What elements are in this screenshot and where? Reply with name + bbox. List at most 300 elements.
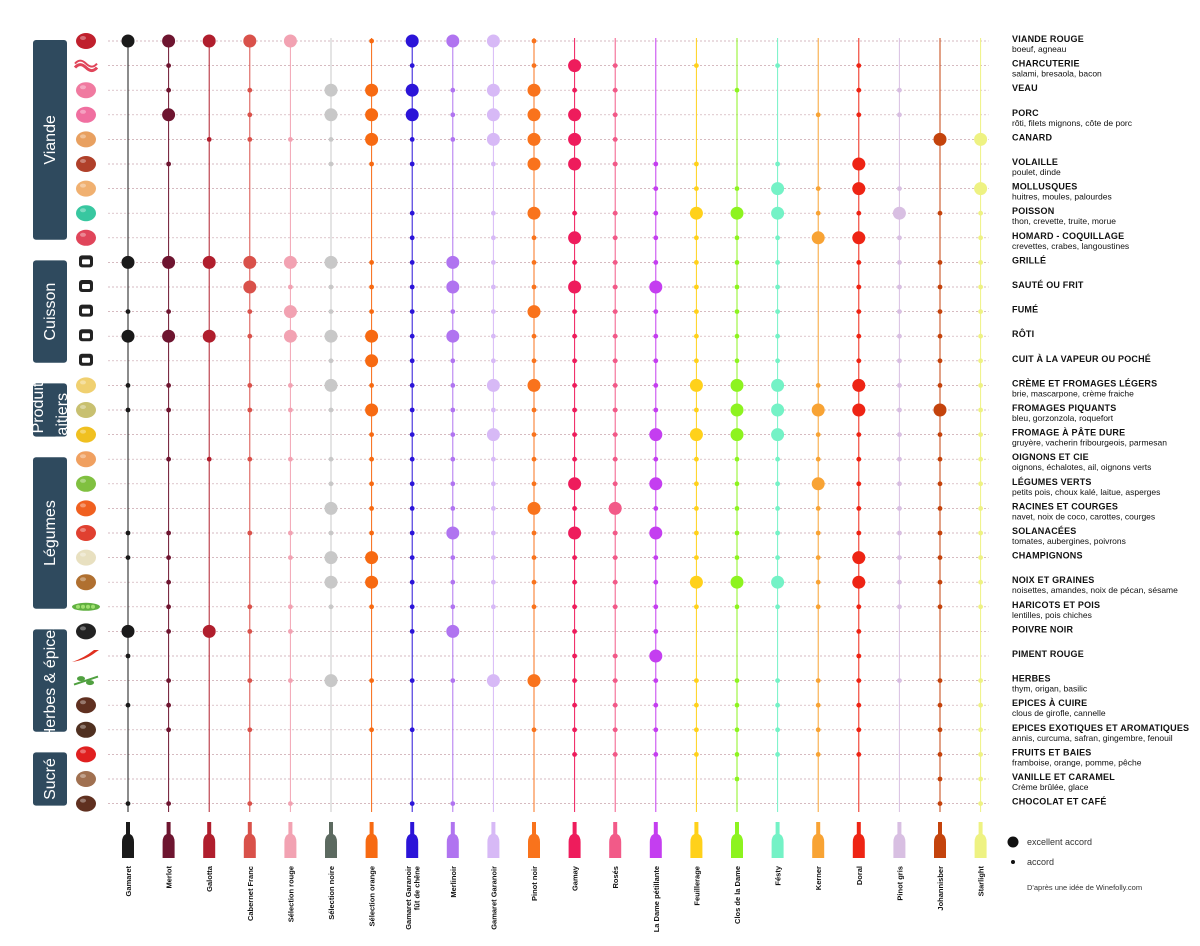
accord-dot	[938, 703, 943, 708]
accord-dot	[856, 112, 861, 117]
pepper-mill-icon	[76, 623, 96, 639]
accord-dot	[856, 457, 861, 462]
accord-dot	[288, 801, 293, 806]
food-name-fromage-a-pate-dure: FROMAGE À PÂTE DURE	[1012, 427, 1126, 438]
accord-dot	[410, 555, 415, 560]
accord-dot	[775, 604, 780, 609]
excellent-accord-dot	[487, 108, 500, 121]
wine-name-pinot-gris: Pinot gris	[895, 866, 905, 901]
excellent-accord-dot	[325, 330, 338, 343]
accord-dot	[694, 63, 699, 68]
accord-dot	[410, 285, 415, 290]
wine-bottle-kerner	[812, 822, 824, 858]
accord-dot	[613, 334, 618, 339]
clove-icon	[76, 697, 96, 713]
accord-dot	[410, 63, 415, 68]
accord-dot	[978, 506, 983, 511]
accord-dot	[126, 383, 131, 388]
accord-dot	[491, 604, 496, 609]
accord-dot	[572, 408, 577, 413]
credit-text: D'après une idée de Winefolly.com	[1027, 883, 1143, 892]
excellent-accord-dot	[487, 133, 500, 146]
crab-icon	[76, 230, 96, 246]
accord-dot	[369, 481, 374, 486]
accord-dot	[978, 383, 983, 388]
excellent-accord-dot	[528, 133, 541, 146]
accord-dot	[938, 604, 943, 609]
accord-dot	[775, 334, 780, 339]
accord-dot	[978, 285, 983, 290]
soft-cheese-icon	[76, 377, 96, 393]
wine-bottle-roses	[609, 822, 621, 858]
food-name-homard-coquillage: HOMARD - COQUILLAGE	[1012, 230, 1125, 241]
accord-dot	[369, 531, 374, 536]
accord-dot	[938, 309, 943, 314]
excellent-accord-dot	[731, 207, 744, 220]
accord-dot	[532, 727, 537, 732]
accord-dot	[856, 481, 861, 486]
excellent-accord-dot	[284, 305, 297, 318]
accord-dot	[288, 285, 293, 290]
excellent-accord-dot	[649, 527, 662, 540]
food-examples: oignons, échalotes, ail, oignons verts	[1012, 462, 1152, 473]
food-name-chocolat-et-cafe: CHOCOLAT ET CAFÉ	[1012, 796, 1107, 807]
food-name-vanille-et-caramel: VANILLE ET CARAMEL	[1012, 772, 1115, 782]
accord-dot	[694, 604, 699, 609]
accord-dot	[856, 211, 861, 216]
accord-dot	[856, 334, 861, 339]
food-name-haricots-et-pois: HARICOTS ET POIS	[1012, 599, 1101, 610]
accord-dot	[613, 309, 618, 314]
accord-dot	[450, 678, 455, 683]
food-name-fruits-et-baies: FRUITS ET BAIES	[1012, 747, 1092, 758]
accord-dot	[694, 531, 699, 536]
food-examples: noisettes, amandes, noix de pécan, sésame	[1012, 585, 1178, 596]
category-label: Herbes & épices	[42, 621, 59, 740]
accord-dot	[613, 358, 618, 363]
accord-dot	[735, 678, 740, 683]
excellent-accord-dot	[690, 576, 703, 589]
wine-name-gamaret-garanoir-fut-de-chene: fût de chêne	[412, 866, 422, 911]
food-labels	[1012, 34, 1189, 807]
food-examples: thym, origan, basilic	[1012, 683, 1088, 694]
cabbage-icon	[76, 476, 96, 492]
wine-name-gamaret-garanoir: Gamaret Garanoir	[489, 866, 499, 930]
wine-bottle-clos-de-la-dame	[731, 822, 743, 858]
excellent-accord-dot	[852, 182, 865, 195]
accord-dot	[613, 752, 618, 757]
accord-dot	[856, 678, 861, 683]
excellent-accord-dot	[568, 527, 581, 540]
excellent-accord-dot	[568, 231, 581, 244]
accord-dot	[613, 481, 618, 486]
accord-dot	[897, 678, 902, 683]
accord-dot	[978, 580, 983, 585]
accord-dot	[450, 555, 455, 560]
accord-dot	[450, 112, 455, 117]
food-examples: annis, curcuma, safran, gingembre, fenouil	[1012, 732, 1173, 743]
accord-dot	[775, 678, 780, 683]
accord-dot	[897, 235, 902, 240]
accord-dot	[816, 531, 821, 536]
accord-dot	[532, 260, 537, 265]
accord-dot	[735, 309, 740, 314]
excellent-accord-dot	[325, 576, 338, 589]
wine-bottle-la-dame-petillante	[650, 822, 662, 858]
excellent-accord-dot	[243, 35, 256, 48]
pot-icon	[79, 354, 93, 366]
accord-dot	[532, 457, 537, 462]
accord-dot	[735, 334, 740, 339]
food-name-creme-et-fromages-legers: CRÈME ET FROMAGES LÉGERS	[1012, 378, 1158, 389]
accord-dot	[978, 678, 983, 683]
accord-dot	[491, 162, 496, 167]
accord-dot	[653, 235, 658, 240]
excellent-accord-dot	[162, 256, 175, 269]
accord-dot	[613, 211, 618, 216]
accord-dot	[816, 604, 821, 609]
excellent-accord-dot	[649, 428, 662, 441]
excellent-accord-dot	[284, 330, 297, 343]
accord-dot	[532, 63, 537, 68]
accord-dot	[897, 481, 902, 486]
wine-name-cabernet-franc: Cabernet Franc	[245, 866, 255, 922]
excellent-accord-dot	[365, 108, 378, 121]
accord-dot	[491, 358, 496, 363]
accord-dot	[653, 334, 658, 339]
accord-dot	[410, 727, 415, 732]
fish-icon	[76, 205, 96, 221]
food-name-canard: CANARD	[1012, 132, 1053, 143]
accord-dot	[938, 432, 943, 437]
accord-dot	[247, 457, 252, 462]
accord-dot	[735, 285, 740, 290]
excellent-accord-dot	[243, 281, 256, 294]
accord-dot	[410, 211, 415, 216]
accord-dot	[613, 137, 618, 142]
excellent-accord-dot	[243, 256, 256, 269]
category-viande	[33, 40, 67, 240]
chili-icon	[72, 650, 99, 662]
accord-dot	[938, 457, 943, 462]
accord-dot	[247, 309, 252, 314]
wine-bottle-starlight	[975, 822, 987, 858]
accord-dot	[775, 457, 780, 462]
category-label: Cuisson	[42, 282, 59, 341]
accord-dot	[126, 555, 131, 560]
accord-dot	[938, 334, 943, 339]
accord-dot	[735, 481, 740, 486]
herb-icon	[74, 676, 98, 685]
accord-dot	[694, 260, 699, 265]
accord-dot	[613, 678, 618, 683]
accord-dot	[613, 457, 618, 462]
accord-dot	[613, 408, 618, 413]
accord-dot	[613, 703, 618, 708]
excellent-accord-dot	[122, 330, 135, 343]
food-name-poisson: POISSON	[1012, 206, 1055, 217]
accord-dot	[126, 309, 131, 314]
accord-dot	[978, 801, 983, 806]
accord-dot	[735, 531, 740, 536]
accord-dot	[856, 703, 861, 708]
excellent-accord-dot	[446, 625, 459, 638]
excellent-accord-dot	[568, 108, 581, 121]
accord-dot	[938, 777, 943, 782]
accord-dot	[897, 260, 902, 265]
accord-dot	[735, 727, 740, 732]
accord-dot	[247, 88, 252, 93]
accord-dot	[450, 358, 455, 363]
accord-dot	[572, 727, 577, 732]
accord-dot	[410, 383, 415, 388]
accord-dot	[694, 358, 699, 363]
accord-dot	[572, 211, 577, 216]
accord-dot	[816, 506, 821, 511]
accord-dot	[572, 678, 577, 683]
accord-dot	[613, 580, 618, 585]
accord-dot	[816, 186, 821, 191]
accord-dot	[653, 383, 658, 388]
excellent-accord-dot	[365, 404, 378, 417]
accord-dot	[735, 777, 740, 782]
accord-dot	[572, 604, 577, 609]
food-name-epices-a-cuire: EPICES À CUIRE	[1012, 698, 1088, 709]
accord-dot	[572, 654, 577, 659]
accord-dot	[532, 358, 537, 363]
legend	[1008, 837, 1143, 893]
wine-bottle-gamaret	[122, 822, 134, 858]
accord-dot	[572, 334, 577, 339]
accord-dot	[369, 727, 374, 732]
wine-bottle-selection-rouge	[284, 822, 296, 858]
shell-icon	[76, 181, 96, 197]
accord-dot	[856, 752, 861, 757]
accord-dot	[166, 63, 171, 68]
food-name-mollusques: MOLLUSQUES	[1012, 181, 1078, 192]
excellent-accord-dot	[203, 625, 216, 638]
food-name-fromages-piquants: FROMAGES PIQUANTS	[1012, 403, 1117, 413]
accord-dot	[491, 334, 496, 339]
accord-dot	[572, 457, 577, 462]
onion-icon	[76, 451, 96, 467]
accord-dot	[329, 137, 334, 142]
accord-dot	[653, 309, 658, 314]
accord-dot	[410, 678, 415, 683]
accord-dot	[126, 654, 131, 659]
pig-icon	[76, 107, 96, 123]
wine-name-feuillerage: Feuillerage	[692, 866, 702, 906]
accord-dot	[735, 358, 740, 363]
accord-dot	[613, 88, 618, 93]
accord-dot	[288, 457, 293, 462]
accord-dot	[775, 506, 780, 511]
food-name-grille: GRILLÉ	[1012, 255, 1047, 266]
excellent-accord-dot	[649, 477, 662, 490]
accord-dot	[653, 629, 658, 634]
accord-dot	[450, 481, 455, 486]
chocolate-icon	[76, 796, 96, 812]
excellent-accord-dot	[203, 330, 216, 343]
accord-dot	[775, 309, 780, 314]
accord-dot	[613, 63, 618, 68]
accord-dot	[856, 309, 861, 314]
wine-bottle-cabernet-franc	[244, 822, 256, 858]
accord-dot	[856, 506, 861, 511]
accord-dot	[775, 752, 780, 757]
excellent-accord-dot	[852, 404, 865, 417]
legend-accord-dot	[1011, 860, 1015, 864]
accord-dot	[897, 186, 902, 191]
accord-dot	[897, 580, 902, 585]
wine-name-doral: Doral	[854, 866, 864, 886]
excellent-accord-dot	[568, 158, 581, 171]
accord-dot	[126, 531, 131, 536]
accord-dot	[735, 752, 740, 757]
accord-dot	[775, 531, 780, 536]
accord-dot	[613, 235, 618, 240]
excellent-accord-dot	[446, 35, 459, 48]
accord-dot	[410, 531, 415, 536]
accord-dot	[735, 703, 740, 708]
accord-dot	[897, 408, 902, 413]
food-name-racines-et-courges: RACINES ET COURGES	[1012, 501, 1119, 512]
category-label: Légumes	[42, 500, 59, 566]
accord-dot	[450, 88, 455, 93]
excellent-accord-dot	[325, 256, 338, 269]
wine-bottle-pinot-noir	[528, 822, 540, 858]
excellent-accord-dot	[690, 428, 703, 441]
wine-name-starlight: Starlight	[976, 866, 986, 897]
excellent-accord-dot	[731, 404, 744, 417]
tomato-icon	[76, 525, 96, 541]
excellent-accord-dot	[568, 133, 581, 146]
excellent-accord-dot	[528, 158, 541, 171]
accord-dot	[856, 358, 861, 363]
excellent-accord-dot	[528, 674, 541, 687]
accord-dot	[735, 186, 740, 191]
food-name-charcuterie: CHARCUTERIE	[1012, 58, 1080, 69]
food-name-champignons: CHAMPIGNONS	[1012, 550, 1083, 561]
food-name-oignons-et-cie: OIGNONS ET CIE	[1012, 452, 1089, 463]
accord-dot	[572, 260, 577, 265]
excellent-accord-dot	[203, 35, 216, 48]
accord-dot	[329, 604, 334, 609]
excellent-accord-dot	[771, 404, 784, 417]
accord-dot	[653, 580, 658, 585]
accord-dot	[410, 506, 415, 511]
accord-dot	[694, 506, 699, 511]
accord-dot	[166, 88, 171, 93]
wine-bottle-selection-noire	[325, 822, 337, 858]
accord-dot	[450, 383, 455, 388]
food-examples: petits pois, choux kalé, laitue, asperges	[1012, 486, 1161, 497]
accord-dot	[247, 531, 252, 536]
excellent-accord-dot	[812, 231, 825, 244]
excellent-accord-dot	[162, 35, 175, 48]
food-examples: poulet, dinde	[1012, 167, 1061, 177]
wine-name-gamaret-garanoir-fut-de-chene: Gamaret Garanoir	[403, 866, 413, 930]
accord-dot	[532, 39, 537, 44]
accord-dot	[288, 555, 293, 560]
chicken-icon	[76, 156, 96, 172]
excellent-accord-dot	[731, 428, 744, 441]
accord-dot	[126, 703, 131, 708]
accord-dot	[491, 580, 496, 585]
excellent-accord-dot	[325, 502, 338, 515]
wine-bottle-gamaret-garanoir-fut-de-chene	[406, 822, 418, 858]
accord-dot	[166, 383, 171, 388]
accord-dot	[410, 629, 415, 634]
accord-dot	[369, 260, 374, 265]
accord-dot	[288, 383, 293, 388]
food-icons	[72, 33, 100, 812]
accord-dot	[694, 481, 699, 486]
accord-dot	[532, 604, 537, 609]
accord-dot	[816, 112, 821, 117]
accord-dot	[897, 309, 902, 314]
accord-dot	[735, 555, 740, 560]
accord-dot	[491, 555, 496, 560]
accord-dot	[856, 63, 861, 68]
accord-dot	[775, 260, 780, 265]
excellent-accord-dot	[812, 404, 825, 417]
accord-dot	[247, 678, 252, 683]
excellent-accord-dot	[690, 207, 703, 220]
accord-dot	[613, 604, 618, 609]
accord-dot	[532, 580, 537, 585]
accord-dot	[329, 358, 334, 363]
excellent-accord-dot	[690, 379, 703, 392]
accord-dot	[775, 481, 780, 486]
accord-dot	[897, 334, 902, 339]
accord-dot	[613, 727, 618, 732]
food-examples: lentilles, pois chiches	[1012, 609, 1092, 620]
accord-dot	[166, 703, 171, 708]
accord-dot	[532, 408, 537, 413]
excellent-accord-dot	[528, 108, 541, 121]
excellent-accord-dot	[284, 35, 297, 48]
accord-dot	[978, 777, 983, 782]
accord-dot	[856, 88, 861, 93]
accord-dot	[166, 580, 171, 585]
excellent-accord-dot	[609, 502, 622, 515]
food-name-roti: RÔTI	[1012, 329, 1035, 340]
accord-dot	[938, 260, 943, 265]
accord-dot	[694, 334, 699, 339]
accord-dot	[653, 752, 658, 757]
accord-dot	[816, 555, 821, 560]
accord-dot	[978, 309, 983, 314]
food-examples: brie, mascarpone, crème fraiche	[1012, 388, 1134, 399]
wine-name-selection-rouge: Sélection rouge	[286, 866, 296, 923]
accord-dot	[694, 457, 699, 462]
accord-dot	[938, 506, 943, 511]
accord-dot	[653, 358, 658, 363]
accord-dot	[735, 260, 740, 265]
accord-dot	[166, 408, 171, 413]
blue-cheese-icon	[76, 402, 96, 418]
wine-name-gamaret: Gamaret	[124, 866, 133, 897]
accord-dot	[694, 186, 699, 191]
accord-dot	[572, 432, 577, 437]
accord-dot	[572, 88, 577, 93]
peapod-icon	[72, 603, 100, 611]
accord-dot	[816, 727, 821, 732]
accord-dot	[978, 727, 983, 732]
accord-dot	[897, 358, 902, 363]
accord-dot	[775, 555, 780, 560]
